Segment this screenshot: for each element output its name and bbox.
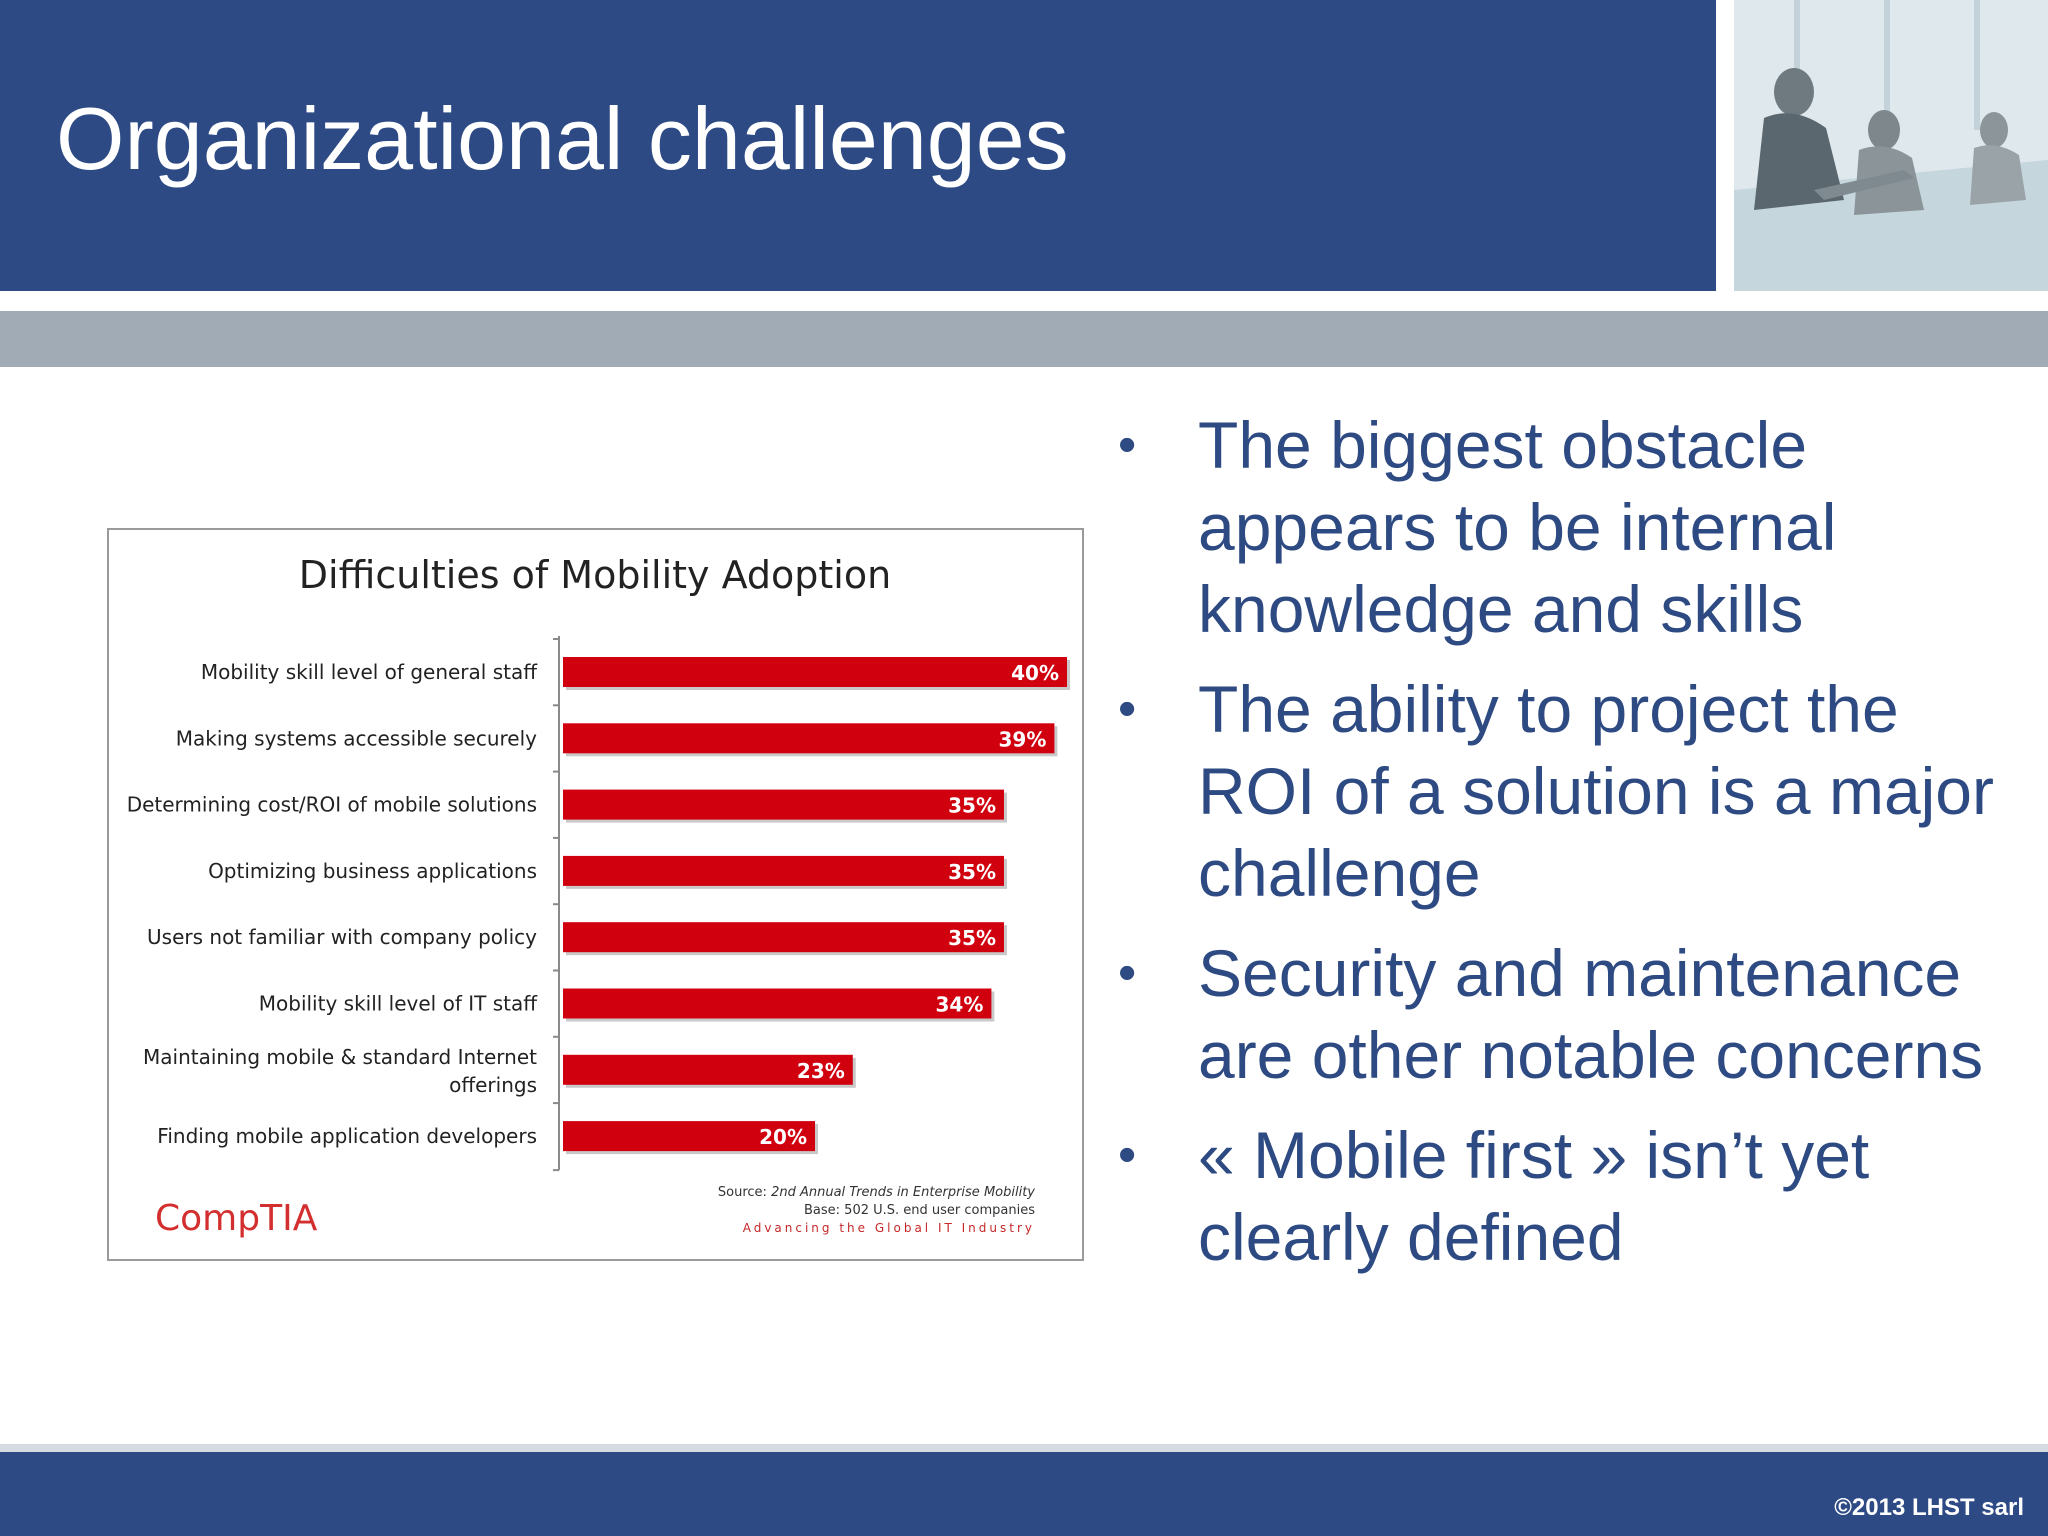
copyright-text: ©2013 LHST sarl — [1834, 1494, 2024, 1521]
bullet-dot: • — [1118, 944, 1137, 1002]
bar — [563, 856, 1004, 886]
bar — [563, 790, 1004, 820]
bullet-dot: • — [1118, 416, 1137, 474]
footer-shadow — [0, 1444, 2048, 1452]
chart-title: Difficulties of Mobility Adoption — [298, 553, 892, 597]
footer-bar — [0, 1452, 2048, 1536]
bullet-text: The biggest obstacle appears to be internal knowledge and skills — [1198, 408, 1837, 646]
category-label: Optimizing business applications — [208, 858, 537, 883]
bullet-dot: • — [1118, 680, 1137, 738]
comptia-logo: CompTIA — [155, 1198, 318, 1239]
category-label: Mobility skill level of IT staff — [258, 991, 537, 1016]
bar-value-label: 40% — [1011, 661, 1059, 685]
category-label: Determining cost/ROI of mobile solutions — [126, 792, 537, 817]
mobility-difficulties-chart — [109, 530, 1082, 1259]
bar-value-label: 35% — [948, 793, 996, 818]
bullet-item — [1118, 404, 2018, 650]
bullet-item — [1118, 1114, 2018, 1278]
bar — [563, 989, 991, 1019]
chart-panel — [107, 528, 1084, 1261]
bullet-text: Security and maintenance are other notable concerns — [1198, 936, 1984, 1092]
separator-band — [0, 291, 2048, 311]
category-label: Users not familiar with company policy — [147, 925, 537, 950]
bar-value-label: 34% — [935, 992, 984, 1017]
bar — [563, 657, 1067, 687]
source-title: 2nd Annual Trends in Enterprise Mobility — [771, 1185, 1035, 1200]
bullet-item — [1118, 668, 2018, 914]
bar — [563, 723, 1054, 753]
chart-source — [718, 1185, 1035, 1200]
source-prefix: Source: — [717, 1185, 772, 1200]
bar-value-label: 35% — [948, 926, 996, 951]
bullet-text: « Mobile first » isn’t yet clearly defined — [1198, 1118, 1870, 1274]
category-label: Mobility skill level of general staff — [200, 660, 537, 684]
chart-base: Base: 502 U.S. end user companies — [804, 1203, 1035, 1218]
bar — [563, 922, 1004, 952]
bar-value-label: 20% — [759, 1125, 807, 1150]
gray-stripe — [0, 311, 2048, 367]
bullet-dot: • — [1118, 1126, 1137, 1184]
comptia-tagline: Advancing the Global IT Industry — [742, 1221, 1035, 1235]
bar-value-label: 39% — [998, 727, 1047, 752]
bullet-list — [1118, 404, 2018, 1296]
bar-value-label: 35% — [948, 859, 996, 884]
bullet-item — [1118, 932, 2018, 1096]
category-label: Finding mobile application developers — [157, 1124, 537, 1149]
slide-title: Organizational challenges — [56, 89, 1069, 188]
meeting-photo — [1734, 0, 2048, 291]
bullet-text: The ability to project the ROI of a solution is a major challenge — [1198, 672, 1994, 910]
title-banner — [0, 0, 1716, 291]
bar-value-label: 23% — [796, 1058, 845, 1083]
category-label: Maintaining mobile & standard Internet offerings — [143, 1044, 537, 1097]
category-label: Making systems accessible securely — [175, 726, 537, 751]
